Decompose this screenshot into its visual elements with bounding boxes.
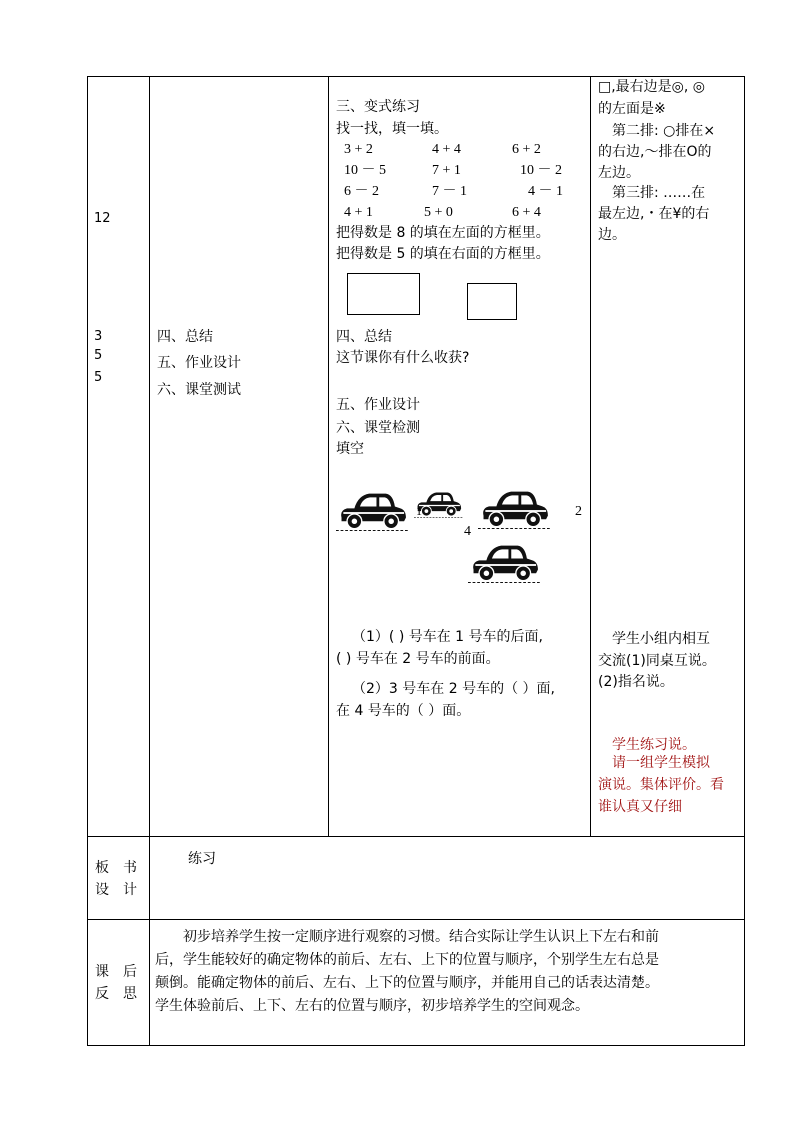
activity-line: 第三排: ……在 bbox=[598, 185, 706, 201]
question-1-line-2: ( ) 号车在 2 号车的前面。 bbox=[336, 651, 500, 667]
car-label-4: 4 bbox=[464, 524, 471, 539]
exercise-item: 4 － 1 bbox=[528, 184, 563, 199]
time-value: 3 bbox=[94, 329, 103, 344]
homework-title: 五、作业设计 bbox=[336, 397, 420, 413]
board-label-line-1: 板 书 bbox=[95, 860, 137, 876]
reflection-line: 后，学生能较好的确定物体的前后、左右、上下的位置与顺序，个别学生左右总是 bbox=[155, 952, 659, 968]
car-4 bbox=[468, 546, 542, 583]
car-label-2: 2 bbox=[575, 504, 582, 519]
instruction-left: 把得数是 8 的填在左面的方框里。 bbox=[336, 225, 550, 241]
question-2-line-1: （2）3 号车在 2 号车的（ ）面, bbox=[352, 681, 555, 697]
activity-line: (2)指名说。 bbox=[598, 674, 674, 690]
answer-box-left[interactable] bbox=[347, 273, 420, 315]
car-label-1: 1 bbox=[416, 504, 422, 518]
board-content: 练习 bbox=[188, 851, 216, 867]
exercise-item: 5 + 0 bbox=[424, 205, 453, 220]
reflection-line: 初步培养学生按一定顺序进行观察的习惯。结合实际让学生认识上下左右和前 bbox=[155, 929, 659, 945]
section3-title: 三、变式练习 bbox=[336, 99, 420, 115]
car-1 bbox=[336, 494, 410, 531]
reflection-line: 颠倒。能确定物体的前后、左右、上下的位置与顺序，并能用自己的话表达清楚。 bbox=[155, 975, 659, 991]
summary-title: 四、总结 bbox=[336, 329, 392, 345]
answer-box-right[interactable] bbox=[467, 283, 517, 320]
exercise-item: 7 － 1 bbox=[432, 184, 467, 199]
time-value: 5 bbox=[94, 370, 103, 385]
time-value: 5 bbox=[94, 348, 103, 363]
activity-line: 边。 bbox=[598, 227, 626, 243]
activity-line: 的左面是※ bbox=[598, 101, 666, 117]
reflection-label-line-1: 课 后 bbox=[95, 964, 137, 980]
activity-line: 第二排: ○排在× bbox=[598, 123, 716, 139]
activity-line: 交流(1)同桌互说。 bbox=[598, 653, 716, 669]
activity-line: 学生小组内相互 bbox=[598, 631, 710, 647]
reflection-line: 学生体验前后、上下、左右的位置与顺序，初步培养学生的空间观念。 bbox=[155, 998, 589, 1014]
question-1-line-1: （1）( ) 号车在 1 号车的后面, bbox=[352, 629, 543, 645]
step-test: 六、课堂测试 bbox=[157, 382, 241, 398]
exercise-item: 6 + 4 bbox=[512, 205, 541, 220]
activity-line: 最左边,・在¥的右 bbox=[598, 206, 710, 222]
car-2 bbox=[478, 492, 552, 529]
exercise-item: 6 － 2 bbox=[344, 184, 379, 199]
summary-question: 这节课你有什么收获? bbox=[336, 350, 470, 366]
activity-line: 的右边,～排在O的 bbox=[598, 144, 712, 160]
step-homework: 五、作业设计 bbox=[157, 355, 241, 371]
section3-instruction: 找一找，填一填。 bbox=[336, 121, 448, 137]
activity-line-red: 学生练习说。 bbox=[598, 737, 696, 753]
reflection-label-line-2: 反 思 bbox=[95, 986, 137, 1002]
activity-line-red: 演说。集体评价。看 bbox=[598, 777, 724, 793]
exercise-item: 3 + 2 bbox=[344, 142, 373, 157]
instruction-right: 把得数是 5 的填在右面的方框里。 bbox=[336, 246, 550, 262]
exercise-item: 4 + 1 bbox=[344, 205, 373, 220]
exercise-item: 10 － 5 bbox=[344, 163, 386, 178]
test-title: 六、课堂检测 bbox=[336, 420, 420, 436]
cars-illustration bbox=[334, 482, 594, 600]
activity-line-red: 请一组学生模拟 bbox=[598, 755, 710, 771]
exercise-item: 7 + 1 bbox=[432, 163, 461, 178]
time-value-12: 12 bbox=[94, 211, 111, 226]
step-summary: 四、总结 bbox=[157, 329, 213, 345]
question-2-line-2: 在 4 号车的（ ）面。 bbox=[336, 703, 471, 719]
activity-line: □,最右边是◎, ◎ bbox=[598, 79, 706, 95]
exercise-item: 10 － 2 bbox=[520, 163, 562, 178]
exercise-item: 6 + 2 bbox=[512, 142, 541, 157]
fill-title: 填空 bbox=[336, 441, 364, 457]
board-label-line-2: 设 计 bbox=[95, 882, 137, 898]
exercise-item: 4 + 4 bbox=[432, 142, 461, 157]
activity-line-red: 谁认真又仔细 bbox=[598, 799, 682, 815]
activity-line: 左边。 bbox=[598, 165, 640, 181]
